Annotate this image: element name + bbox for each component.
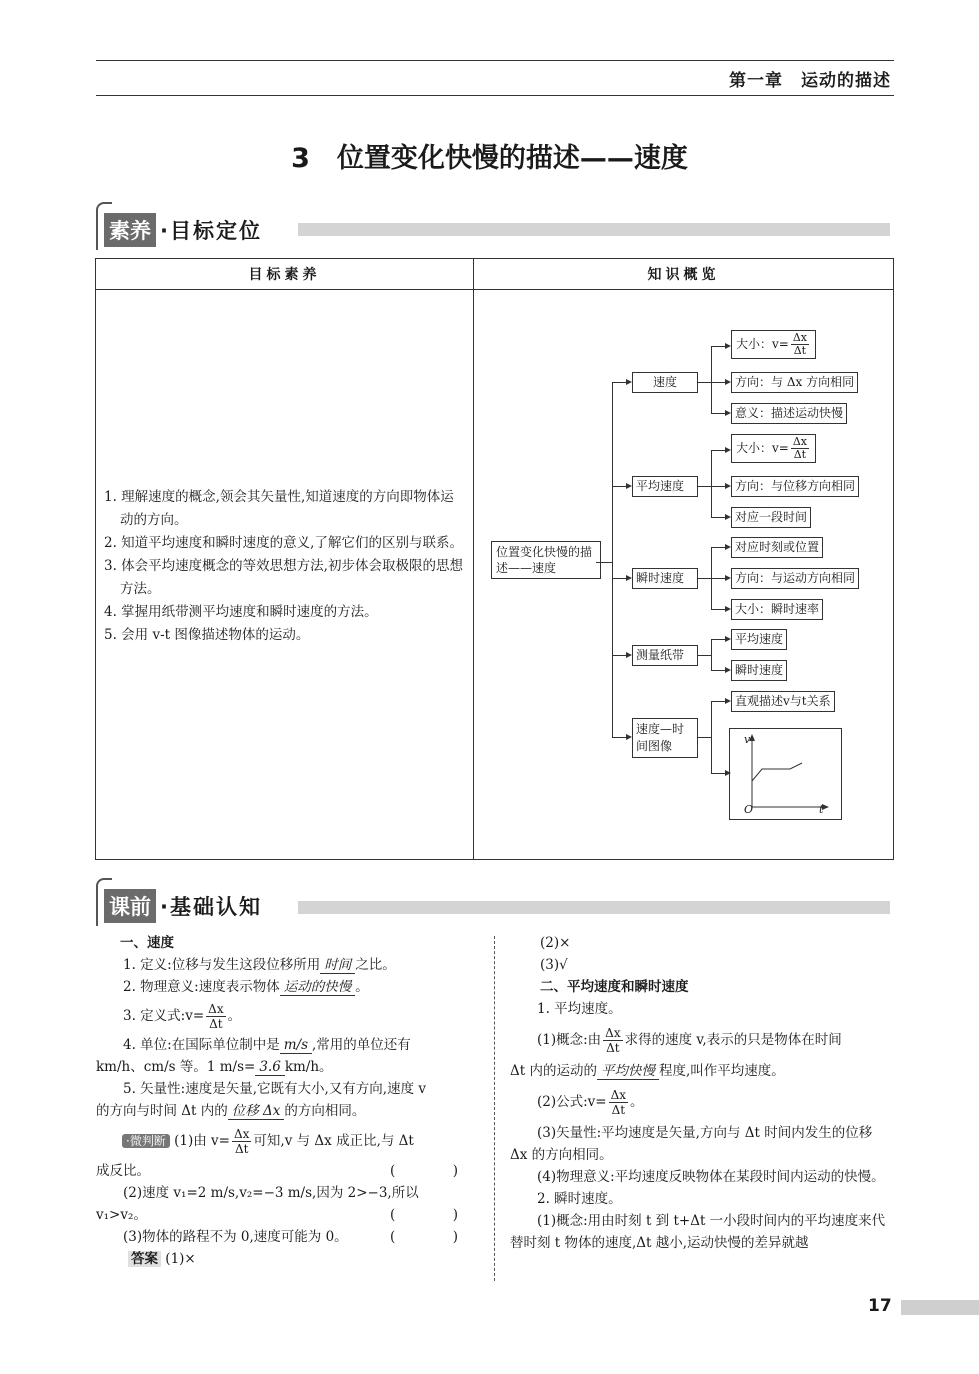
connector: [711, 547, 725, 548]
frac-num: Δx: [233, 1127, 250, 1141]
avg-direction: 方向：与位移方向相同: [731, 476, 859, 497]
text: (1)概念:由: [537, 1032, 602, 1048]
connector: [711, 413, 725, 414]
frac-den: Δt: [209, 1017, 223, 1031]
connector: [697, 578, 711, 579]
answer-2: (2)×: [540, 935, 571, 951]
text: (2)公式:v=: [537, 1094, 607, 1110]
node-average-speed: 平均速度: [632, 476, 698, 497]
judge-2-cont: [96, 1204, 480, 1226]
text: km/h、cm/s 等。1 m/s=: [96, 1059, 256, 1075]
frac-den: Δt: [793, 448, 807, 461]
avg-meaning: (4)物理意义:平均速度反映物体在某段时间内运动的快慢。: [537, 1169, 885, 1185]
section-tag: 素养: [104, 213, 156, 247]
judge-1-cont: [96, 1160, 480, 1182]
def-4: [96, 1034, 480, 1056]
answer-3: (3)√: [540, 957, 568, 973]
header-rule-bottom: [96, 95, 894, 96]
page-number-bar: [901, 1300, 979, 1315]
column-divider: [494, 936, 495, 1281]
connector: [711, 609, 725, 610]
connector: [711, 670, 725, 671]
judge-2: (2)速度 v₁=2 m/s,v₂=−3 m/s,因为 2>−3,所以: [123, 1185, 419, 1201]
text: 4. 单位:在国际单位制中是: [123, 1037, 280, 1053]
origin-label: O: [744, 803, 754, 816]
goal-item: 3. 体会平均速度概念的等效思想方法,初步体会取极限的思想方法。: [104, 558, 463, 597]
connector: [697, 382, 711, 383]
frac-num: Δx: [792, 331, 807, 344]
axis-t-label: t: [819, 803, 824, 816]
text: 程度,叫作平均速度。: [658, 1063, 785, 1079]
page-number: 17: [868, 1296, 892, 1316]
def-3: [96, 998, 480, 1034]
vt-curve: [752, 763, 802, 781]
avg-concept: [510, 1020, 893, 1060]
section-bar: [298, 223, 890, 236]
frac-num: Δx: [792, 435, 807, 448]
section-heading-basics: [96, 886, 262, 926]
avg-period: 对应一段时间: [731, 507, 811, 528]
connector: [612, 655, 626, 656]
axis-v-label: v: [744, 733, 751, 746]
section-bar: [298, 901, 890, 914]
answer-paren: ( ): [389, 1163, 480, 1179]
chapter-title: 第一章 运动的描述: [729, 71, 891, 91]
mindmap-root: 位置变化快慢的描述——速度: [491, 541, 601, 579]
connector: [612, 737, 626, 738]
text: v₁>v₂。: [96, 1207, 147, 1223]
answer-blank: m/s: [280, 1037, 312, 1054]
inst-concept: (1)概念:用由时刻 t 到 t+Δt 一小段时间内的平均速度来代替时刻 t 物体的速度,Δt 越小,运动快慢的差异就越: [510, 1213, 886, 1251]
frac-den: Δt: [234, 1142, 249, 1156]
avg-vector: (3)矢量性:平均速度是矢量,方向与 Δt 时间内发生的位移 Δx 的方向相同。: [510, 1125, 873, 1163]
frac-den: Δt: [611, 1103, 626, 1117]
answer-blank: 位移 Δx: [228, 1103, 285, 1120]
connector: [711, 639, 725, 640]
tape-avg: 平均速度: [731, 629, 787, 650]
text: 1. 定义:位移与发生这段位移所用: [123, 957, 321, 973]
heading-speed: 一、速度: [120, 935, 174, 951]
node-instant-speed: 瞬时速度: [632, 568, 698, 589]
answer-blank: 平均快慢: [597, 1063, 659, 1080]
left-column: [96, 932, 480, 1270]
connector: [612, 486, 626, 487]
text: 。: [355, 979, 369, 995]
def-4-cont: [96, 1056, 480, 1078]
node-speed: 速度: [632, 372, 698, 393]
heading-bracket: [96, 878, 112, 926]
answer-paren: ( ): [389, 1207, 480, 1223]
connector: [711, 382, 725, 383]
text: 之比。: [355, 957, 396, 973]
col-header-goals: 目标素养: [96, 259, 474, 290]
right-column: [510, 932, 893, 1254]
speed-meaning: 意义：描述运动快慢: [731, 403, 847, 424]
text: 。: [630, 1094, 644, 1110]
answer-line: [96, 1248, 480, 1270]
connector: [711, 346, 712, 413]
avg-size-label: 大小：v=: [736, 441, 789, 455]
connector: [612, 578, 626, 579]
micro-judge-badge: ·微判断: [122, 1134, 170, 1148]
goal-item: 1. 理解速度的概念,领会其矢量性,知道速度的方向即物体运动的方向。: [104, 489, 454, 528]
text: 求得的速度 v,表示的只是物体在时间: [624, 1032, 842, 1048]
speed-size: [731, 330, 816, 359]
page-title: 3 位置变化快慢的描述——速度: [291, 143, 688, 174]
connector: [697, 737, 711, 738]
frac-den: Δt: [606, 1041, 620, 1055]
goals-list: [104, 486, 466, 647]
connector: [697, 486, 711, 487]
avg-size: [731, 434, 816, 463]
connector: [711, 450, 712, 517]
heading-bracket: [96, 202, 112, 250]
connector: [711, 639, 712, 670]
judge-1: [96, 1122, 480, 1160]
text: (1)由 v=: [174, 1133, 230, 1149]
connector: [612, 382, 613, 737]
connector: [711, 517, 725, 518]
text: 的方向相同。: [284, 1103, 366, 1119]
answer-blank: 运动的快慢: [280, 979, 356, 996]
vt-graph-sketch: [729, 728, 842, 820]
text: km/h。: [284, 1059, 333, 1075]
inst-size: 大小：瞬时速率: [731, 599, 823, 620]
def-2: [96, 976, 480, 998]
def-1: [96, 954, 480, 976]
sub-inst: 2. 瞬时速度。: [537, 1191, 622, 1207]
text: (1)×: [165, 1251, 196, 1267]
answer-label: 答案: [128, 1251, 161, 1267]
frac-den: Δt: [793, 344, 807, 357]
speed-size-label: 大小：v=: [736, 337, 789, 351]
node-tape: 测量纸带: [632, 645, 698, 666]
speed-direction: 方向：与 Δx 方向相同: [731, 372, 858, 393]
judge-3: [96, 1226, 480, 1248]
section-name: ·目标定位: [160, 219, 262, 243]
goal-item: 5. 会用 v-t 图像描述物体的运动。: [104, 627, 310, 643]
connector: [711, 701, 725, 702]
text: 3. 定义式:v=: [123, 1008, 205, 1024]
connector: [596, 562, 612, 563]
text: (3)物体的路程不为 0,速度可能为 0。: [123, 1229, 348, 1245]
text: ,常用的单位还有: [312, 1037, 411, 1053]
connector: [711, 578, 725, 579]
goal-item: 4. 掌握用纸带测平均速度和瞬时速度的方法。: [104, 604, 378, 620]
inst-direction: 方向：与运动方向相同: [731, 568, 859, 589]
text: 成反比。: [96, 1163, 150, 1179]
connector: [697, 655, 711, 656]
frac-num: Δx: [208, 1002, 224, 1016]
tape-inst: 瞬时速度: [731, 660, 787, 681]
node-vt-graph: 速度—时间图像: [632, 718, 698, 758]
connector: [711, 486, 725, 487]
text: 的方向与时间 Δt 内的: [96, 1103, 228, 1119]
inst-moment: 对应时刻或位置: [731, 537, 823, 558]
connector: [711, 450, 725, 451]
section-heading-goals: [96, 210, 262, 250]
answer-paren: ( ): [389, 1229, 480, 1245]
graph-desc: 直观描述v与t关系: [731, 691, 835, 712]
def-5-cont: [96, 1100, 480, 1122]
connector: [612, 382, 626, 383]
text: Δt 内的运动的: [510, 1063, 597, 1079]
section-tag: 课前: [104, 889, 156, 923]
text: 2. 物理意义:速度表示物体: [123, 979, 280, 995]
text: 可知,v 与 Δx 成正比,与 Δt: [253, 1133, 414, 1149]
header-rule-top: [96, 60, 894, 61]
section-name: ·基础认知: [160, 895, 262, 919]
goal-item: 2. 知道平均速度和瞬时速度的意义,了解它们的区别与联系。: [104, 535, 463, 551]
answer-blank: 3.6: [255, 1059, 284, 1076]
text: 。: [227, 1008, 242, 1024]
frac-num: Δx: [605, 1026, 621, 1040]
def-5: 5. 矢量性:速度是矢量,它既有大小,又有方向,速度 v: [123, 1081, 427, 1097]
connector: [711, 346, 725, 347]
connector: [711, 701, 712, 773]
connector: [711, 773, 725, 774]
col-header-overview: 知识概览: [474, 259, 894, 290]
answer-blank: 时间: [320, 957, 355, 974]
avg-concept-cont: [510, 1060, 893, 1082]
frac-num: Δx: [610, 1088, 627, 1102]
sub-avg: 1. 平均速度。: [537, 1001, 622, 1017]
avg-formula: [510, 1082, 893, 1122]
heading-avg-inst: 二、平均速度和瞬时速度: [540, 979, 689, 995]
